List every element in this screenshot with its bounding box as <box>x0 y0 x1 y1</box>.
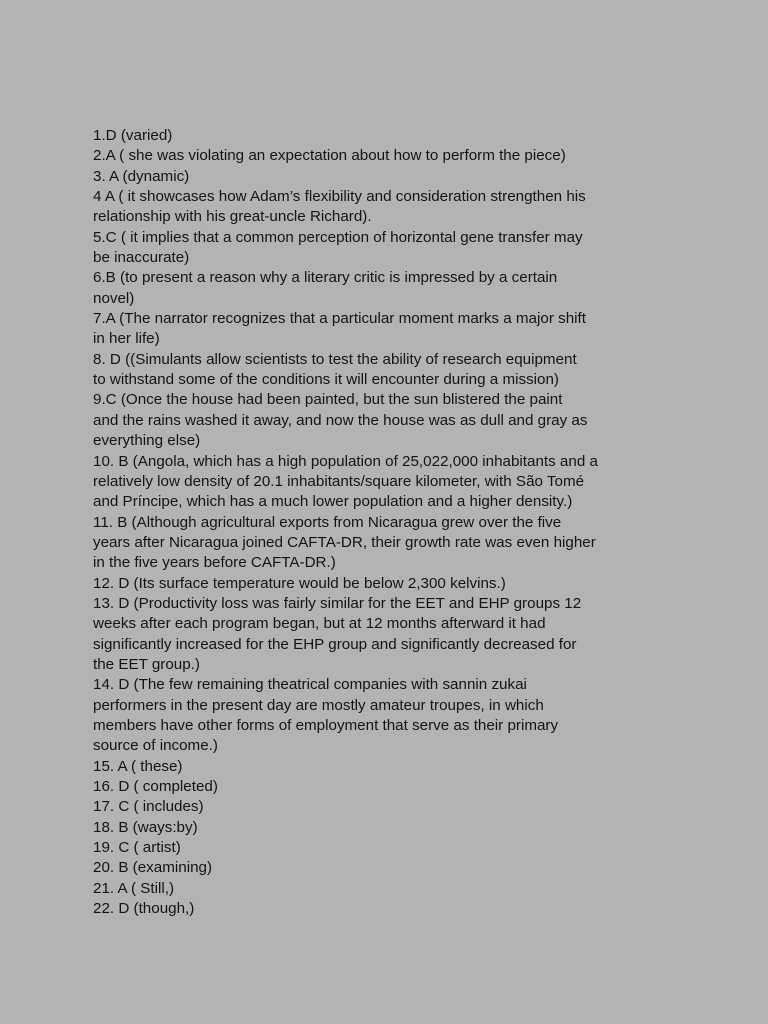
answer-12: 12. D (Its surface temperature would be below 2,300 kelvins.) <box>93 574 506 592</box>
answer-18: 18. B (ways:by) <box>93 818 198 836</box>
answer-8: 8. D ((Simulants allow scientists to test the ability of research equipment to withstand some of the conditions it will encounter during a mission) <box>93 350 577 389</box>
answer-13: 13. D (Productivity loss was fairly similar for the EET and EHP groups 12 weeks after each program began, but at 12 months afterward it had significantly increased for the EHP group and significantly decreased for the EET group.) <box>93 594 582 673</box>
answer-11: 11. B (Although agricultural exports from Nicaragua grew over the five years after Nicaragua joined CAFTA-DR, their growth rate was even higher in the five years before CAFTA-DR.) <box>93 513 596 572</box>
answer-19: 19. C ( artist) <box>93 839 181 857</box>
answer-21: 21. A ( Still,) <box>93 879 175 897</box>
answer-5: 5.C ( it implies that a common perception of horizontal gene transfer may be inaccurate) <box>93 228 583 267</box>
answer-14: 14. D (The few remaining theatrical companies with sannin zukai performers in the present day are mostly amateur troupes, in which members have other forms of employment that serve as their primary source of income.) <box>93 676 559 755</box>
answer-15: 15. A ( these) <box>93 757 183 775</box>
answer-7: 7.A (The narrator recognizes that a particular moment marks a major shift in her life) <box>93 310 586 348</box>
answer-16: 16. D ( completed) <box>93 778 218 795</box>
answer-key-text <box>93 126 683 919</box>
answer-20: 20. B (examining) <box>93 859 213 877</box>
answer-10: 10. B (Angola, which has a high population of 25,022,000 inhabitants and a relatively low density of 20.1 inhabitants/square kilometer, with São Tomé and Príncipe, which has a much lower population and a higher density.) <box>93 452 598 511</box>
answer-6: 6.B (to present a reason why a literary critic is impressed by a certain novel) <box>93 269 558 307</box>
answer-2: 2.A ( she was violating an expectation about how to perform the piece) <box>93 147 566 165</box>
answer-4: 4 A ( it showcases how Adam’s flexibility and consideration strengthen his relationship with his great-uncle Richard). <box>93 188 586 226</box>
answer-17: 17. C ( includes) <box>93 798 204 816</box>
answer-3: 3. A (dynamic) <box>93 167 190 185</box>
answer-9: 9.C (Once the house had been painted, but the sun blistered the paint and the rains washed it away, and now the house was as dull and gray as everything else) <box>93 391 588 450</box>
answer-1: 1.D (varied) <box>93 127 173 144</box>
answer-22: 22. D (though,) <box>93 900 195 918</box>
